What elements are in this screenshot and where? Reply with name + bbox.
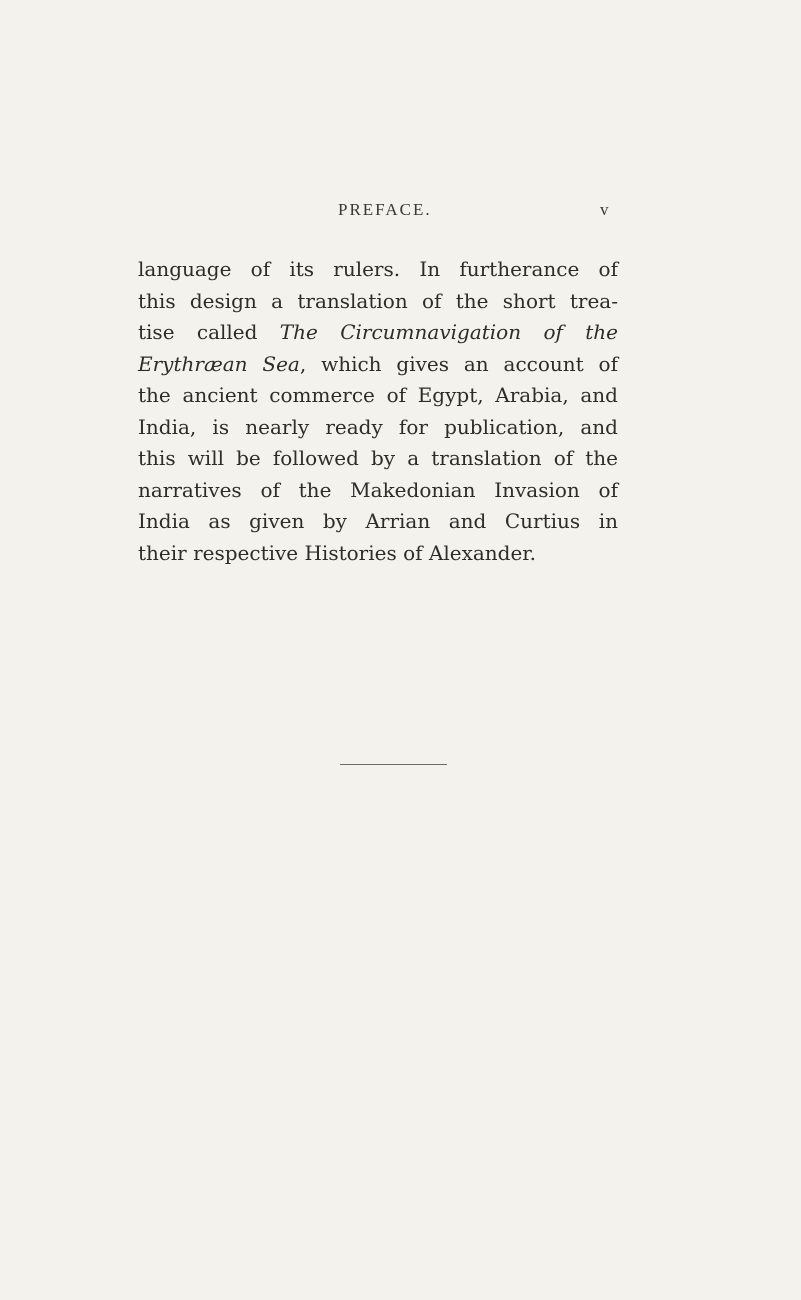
text-line: this design a translation of the short trea- bbox=[138, 288, 618, 313]
text-line: Erythræan Sea, which gives an account of bbox=[138, 351, 618, 376]
running-head bbox=[0, 200, 801, 230]
text-line: India, is nearly ready for publication, and bbox=[138, 414, 618, 439]
italic-title: The Circumnavigation of the bbox=[279, 320, 618, 344]
text-line: the ancient commerce of Egypt, Arabia, and bbox=[138, 383, 618, 407]
running-title: PREFACE. bbox=[338, 200, 432, 219]
text-line: language of its rulers. In furtherance of bbox=[138, 257, 618, 281]
paragraph bbox=[138, 254, 618, 569]
text-line: India as given by Arrian and Curtius in bbox=[138, 509, 618, 533]
text-line: their respective Histories of Alexander. bbox=[138, 540, 537, 565]
text-line: tise called The Circumnavigation of the bbox=[138, 320, 618, 344]
page-number: v bbox=[600, 200, 609, 219]
italic-title: Erythræan Sea bbox=[138, 351, 300, 376]
section-divider-rule bbox=[340, 764, 447, 765]
text-line: this will be followed by a translation of the bbox=[138, 446, 618, 470]
text-line: narratives of the Makedonian Invasion of bbox=[138, 477, 618, 502]
